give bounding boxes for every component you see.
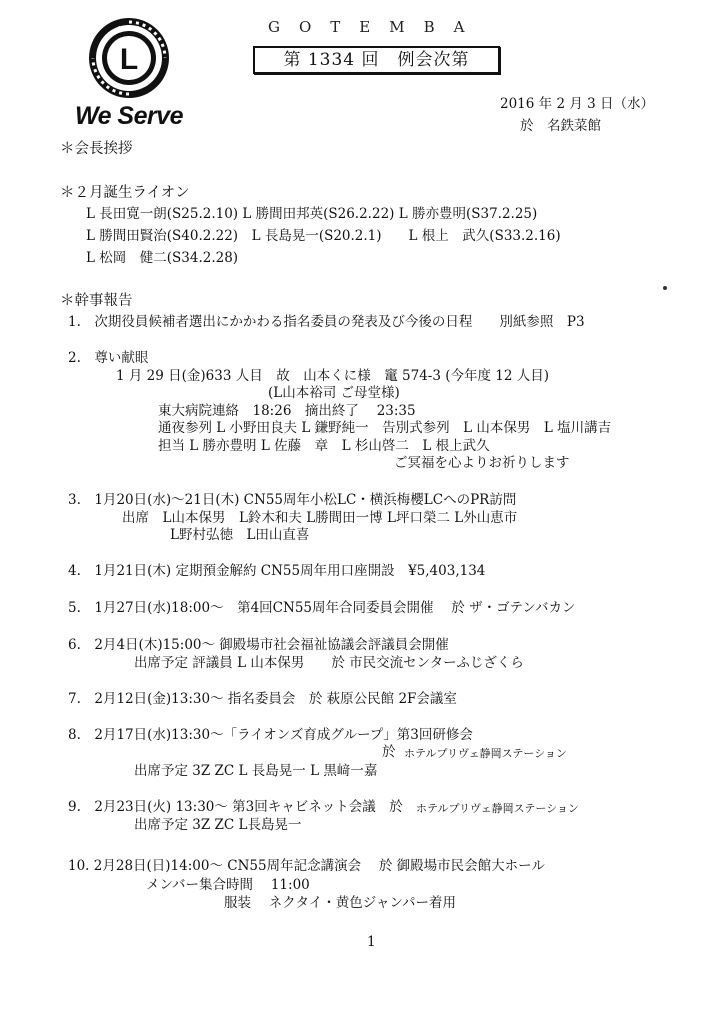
birthday-line: L 松岡 健二(S34.2.28) — [86, 250, 239, 266]
report-item-2-line: 担当 L 勝亦豊明 L 佐藤 章 L 杉山啓二 L 根上武久 — [158, 438, 490, 454]
report-item-8-venue: ホテルプリヴェ静岡ステーション — [404, 747, 567, 760]
report-item-2-line: 1 月 29 日(金)633 人目 故 山本くに様 竃 574-3 (今年度 12 人目) — [116, 368, 550, 384]
meeting-venue: 於 名鉄菜館 — [520, 118, 601, 134]
report-item-7: 7. 2月12日(金)13:30～ 指名委員会 於 萩原公民館 2F会議室 — [68, 691, 457, 707]
birthday-line: L 長田寛一朗(S25.2.10) L 勝間田邦英(S26.2.22) L 勝亦豊明(S37.2.25) — [86, 206, 538, 222]
report-item-8-line: 出席予定 3Z ZC L 長島晃一 L 黒﨑一嘉 — [134, 763, 378, 779]
report-item-9-venue: ホテルプリヴェ静岡ステーション — [416, 802, 579, 815]
meeting-title: 第 1334 回 例会次第 — [253, 46, 500, 74]
report-item-9: 9. 2月23日(火) 13:30～ 第3回キャビネット会議 於 — [68, 799, 403, 815]
report-item-10-line: 服装 ネクタイ・黄色ジャンパー着用 — [224, 895, 457, 911]
report-item-6-line: 出席予定 評議員 L 山本保男 於 市民交流センターふじざくら — [134, 655, 524, 671]
report-item-10: 10. 2月28日(日)14:00～ CN55周年記念講演会 於 御殿場市民会館大ホール — [68, 858, 545, 874]
lions-logo — [66, 14, 192, 134]
birthday-line: L 勝間田賢治(S40.2.22) L 長島晃一(S20.2.1) L 根上 武久(S33.2.16) — [86, 228, 561, 244]
report-item-9-line: 出席予定 3Z ZC L長島晃一 — [134, 817, 302, 833]
report-item-2: 2. 尊い献眼 — [68, 350, 149, 366]
report-item-2-line: 東大病院連絡 18:26 摘出終了 23:35 — [158, 403, 416, 419]
report-item-4: 4. 1月21日(木) 定期預金解約 CN55周年用口座開設 ¥5,403,134 — [68, 563, 486, 579]
greeting-heading: ＊会長挨拶 — [60, 141, 133, 157]
report-item-5: 5. 1月27日(水)18:00～ 第4回CN55周年合同委員会開催 於 ザ・ゴテンバカン — [68, 600, 576, 616]
page-number: 1 — [367, 934, 376, 950]
report-item-6: 6. 2月4日(木)15:00～ 御殿場市社会福祉協議会評議員会開催 — [68, 637, 449, 653]
logo-letter: L — [119, 43, 139, 76]
report-item-2-line: 通夜参列 L 小野田良夫 L 鎌野純一 告別式参列 L 山本保男 L 塩川講吉 — [158, 420, 612, 436]
report-item-3-line: 出席 L山本保男 L鈴木和夫 L勝間田一博 L坪口榮二 L外山恵市 — [122, 510, 518, 526]
report-item-3: 3. 1月20日(水)～21日(木) CN55周年小松LC・横浜梅櫻LCへのPR訪問 — [68, 492, 517, 508]
club-name: GOTEMBA — [268, 18, 484, 36]
report-item-8-at: 於 — [382, 744, 396, 760]
report-item-3-line: L野村弘徳 L田山直喜 — [170, 527, 310, 543]
birthday-heading: ＊２月誕生ライオン — [60, 185, 190, 201]
report-item-8: 8. 2月17日(水)13:30～「ライオンズ育成グループ」第3回研修会 — [68, 727, 473, 743]
meeting-date: 2016 年 2 月 3 日（水） — [500, 96, 654, 112]
report-item-2-line: (L山本裕司 ご母堂様) — [268, 385, 400, 401]
report-heading: ＊幹事報告 — [60, 293, 133, 309]
scan-speck — [663, 286, 667, 290]
report-item-1: 1. 次期役員候補者選出にかかわる指名委員の発表及び今後の日程 別紙参照 P3 — [68, 314, 585, 330]
motto: We Serve — [74, 102, 184, 130]
lions-emblem-icon — [80, 14, 178, 102]
report-item-2-line: ご冥福を心よりお祈りします — [394, 455, 570, 471]
report-item-10-line: メンバー集合時間 11:00 — [146, 877, 310, 893]
logo-text: LIONS — [118, 26, 140, 33]
